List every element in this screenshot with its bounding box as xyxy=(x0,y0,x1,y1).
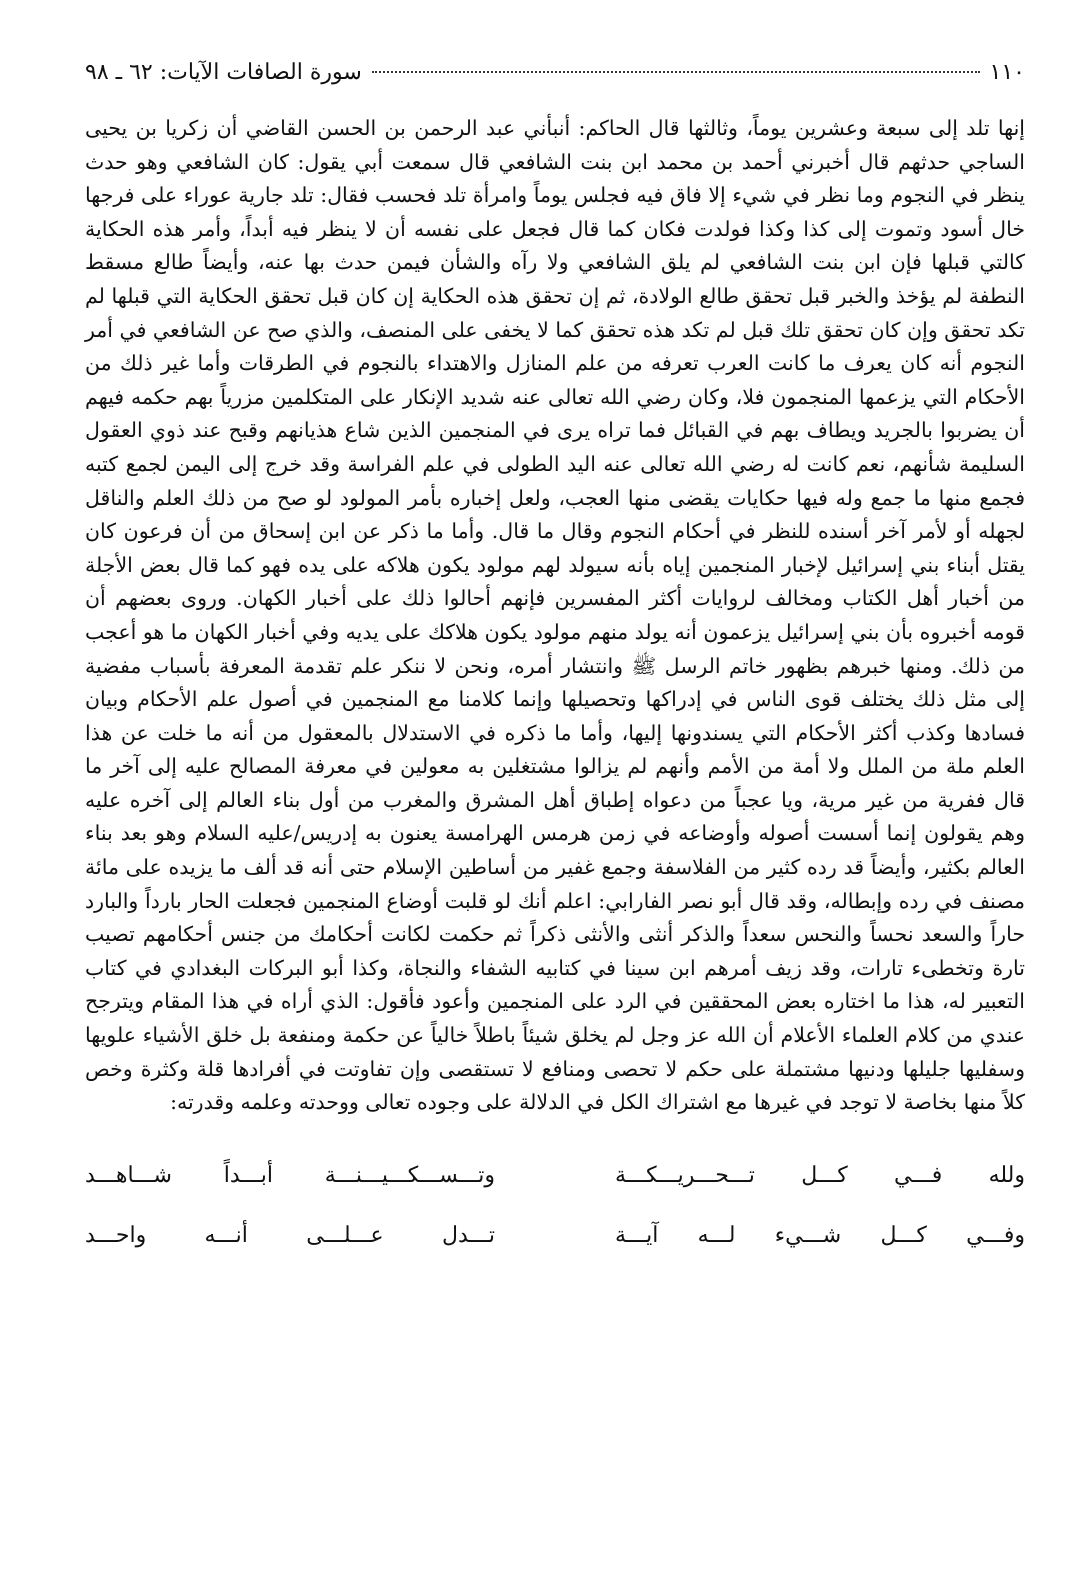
poem-line xyxy=(85,1206,1025,1266)
page-number: ١١٠ xyxy=(989,60,1025,85)
header-dotted-leader xyxy=(372,71,980,73)
poem-second-hemistich: وتـــســـكـــيـــنـــة أبـــداً شـــاهـــد xyxy=(85,1163,495,1189)
running-title: سورة الصافات الآيات: ٦٢ ـ ٩٨ xyxy=(85,60,362,85)
page-header xyxy=(85,60,1025,104)
poem-verses xyxy=(85,1146,1025,1266)
poem-second-hemistich: تـــدل عـــلـــى أنـــه واحـــد xyxy=(85,1223,495,1249)
poem-first-hemistich: وفـــي كـــل شـــيء لـــه آيـــة xyxy=(615,1223,1025,1249)
poem-line xyxy=(85,1146,1025,1206)
body-paragraph: إنها تلد إلى سبعة وعشرين يوماً، وثالثها قال الحاكم: أنبأني عبد الرحمن بن الحسن القاضي أن زكريا بن يحيى الساجي حدثهم قال أخبرني أحمد بن محمد ابن بنت الشافعي قال سمعت أبي يقول: كان الشافعي وهو حدث ينظر في النجوم وما نظر في شيء إلا فاق فيه فجلس يوماً وامرأة تلد فحسب فقال: تلد جارية عوراء على فرجها خال أسود وتموت إلى كذا وكذا فولدت فكان كما قال فجعل على نفسه أن لا ينظر فيه أبداً، وأمر هذه الحكاية كالتي قبلها فإن ابن بنت الشافعي لم يلق الشافعي ولا رآه والشأن فيمن حدث بها عنه، وأيضاً طالع مسقط النطفة لم يؤخذ والخبر قبل تحقق طالع الولادة، ثم إن تحقق هذه الحكاية إن كان قبل تحقق الحكاية التي قبلها لم تكد تحقق وإن كان تحقق تلك قبل لم تكد هذه تحقق كما لا يخفى على المنصف، والذي صح عن الشافعي في أمر النجوم أنه كان يعرف ما كانت العرب تعرفه من علم المنازل والاهتداء بالنجوم في الطرقات وأما غير ذلك من الأحكام التي يزعمها المنجمون فلا، وكان رضي الله تعالى عنه شديد الإنكار على المتكلمين مزرياً بهم حكمه فيهم أن يضربوا بالجريد ويطاف بهم في القبائل فما تراه يرى في المنجمين الذين شاع هذيانهم وقبح عند ذوي العقول السليمة شأنهم، نعم كانت له رضي الله تعالى عنه اليد الطولى في علم الفراسة وقد خرج إلى اليمن لجمع كتبه فجمع منها ما جمع وله فيها حكايات يقضى منها العجب، ولعل إخباره بأمر المولود لو صح من ذلك العلم والناقل لجهله أو لأمر آخر أسنده للنظر في أحكام النجوم وقال ما قال. وأما ما ذكر عن ابن إسحاق من أن فرعون كان يقتل أبناء بني إسرائيل لإخبار المنجمين إياه بأنه سيولد لهم مولود يكون هلاكه على يده فهو كما قال بعض الأجلة من أخبار أهل الكتاب ومخالف لروايات أكثر المفسرين فإنهم أحالوا ذلك على أخبار الكهان. وروى بعضهم أن قومه أخبروه بأن بني إسرائيل يزعمون أنه يولد منهم مولود يكون هلاكك على يديه وفي أخبار الكهان ما هو أعجب من ذلك. ومنها خبرهم بظهور خاتم الرسل ﷺ وانتشار أمره، ونحن لا ننكر علم تقدمة المعرفة بأسباب مفضية إلى مثل ذلك يختلف قوى الناس في إدراكها وتحصيلها وإنما كلامنا مع المنجمين في أصول علم الأحكام وبيان فسادها وكذب أكثر الأحكام التي يسندونها إليها، وأما ما ذكره في الاستدلال بالمعقول من أنه ما خلت عن هذا العلم ملة من الملل ولا أمة من الأمم وأنهم لم يزالوا مشتغلين به معولين في معرفة المصالح عليه إلى آخر ما قال ففرية من غير مرية، ويا عجباً من دعواه إطباق أهل المشرق والمغرب من أول بناء العالم إلى آخره عليه وهم يقولون إنما أسست أصوله وأوضاعه في زمن هرمس الهرامسة يعنون به إدريس/عليه السلام وهو بعد بناء العالم بكثير، وأيضاً قد رده كثير من الفلاسفة وجمع غفير من أساطين الإسلام حتى أنه قد ألف ما يزيده على مائة مصنف في رده وإبطاله، وقد قال أبو نصر الفارابي: اعلم أنك لو قلبت أوضاع المنجمين فجعلت الحار بارداً والبارد حاراً والسعد نحساً والنحس سعداً والذكر أنثى والأنثى ذكراً ثم حكمت لكانت أحكامك من جنس أحكامهم تصيب تارة وتخطىء تارات، وقد زيف أمرهم ابن سينا في كتابيه الشفاء والنجاة، وكذا أبو البركات البغدادي في كتاب التعبير له، هذا ما اختاره بعض المحققين في الرد على المنجمين وأعود فأقول: الذي أراه في هذا المقام ويترجح عندي من كلام العلماء الأعلام أن الله عز وجل لم يخلق شيئاً باطلاً خالياً عن حكمة ومنفعة بل خلق الأشياء علويها وسفليها جليلها ودنيها مشتملة على حكم لا تحصى ومنافع لا تستقصى وإن تفاوتت في أفرادها قلة وكثرة وخص كلاً منها بخاصة لا توجد في غيرها مع اشتراك الكل في الدلالة على وجوده تعالى ووحدته وعلمه وقدرته: xyxy=(85,116,1026,1115)
poem-first-hemistich: ولله فـــي كـــل تـــحـــريـــكـــة xyxy=(615,1163,1025,1189)
book-page xyxy=(85,60,1025,1266)
